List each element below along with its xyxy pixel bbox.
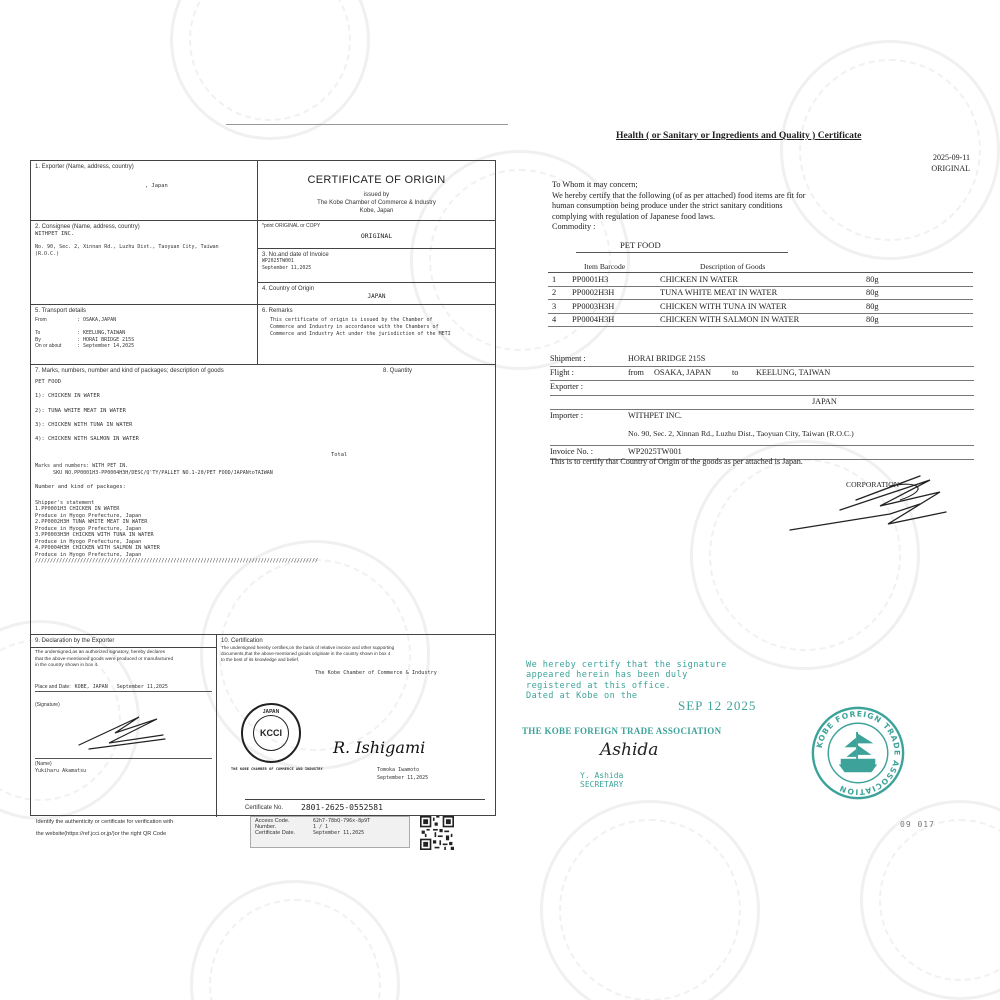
- country-box: [258, 283, 495, 305]
- access-value: 62h7-78bQ-796x-8p9T: [313, 818, 371, 824]
- exporter-value: , Japan: [145, 183, 168, 190]
- col-barcode: Item Barcode: [564, 262, 660, 273]
- goods-items: [35, 393, 491, 443]
- flight-from: OSAKA, JAPAN: [654, 368, 712, 378]
- item-barcode: PP0001H3: [564, 273, 660, 287]
- transport-box: [31, 305, 258, 365]
- item-number: 3: [548, 300, 564, 314]
- flight-label: Flight :: [550, 368, 574, 378]
- consignee-box: [31, 221, 258, 305]
- goods-box: [31, 365, 495, 635]
- transport-value: : OSAKA,JAPAN: [77, 317, 117, 324]
- qr-code[interactable]: [420, 816, 454, 850]
- place-value: KOBE, JAPAN September 11,2025: [74, 683, 168, 690]
- print-value: ORIGINAL: [360, 231, 393, 240]
- hc-commodity: Commodity :: [552, 222, 596, 231]
- country-value: JAPAN: [367, 293, 386, 301]
- officer-date: September 11,2025: [377, 775, 429, 781]
- transport-value: : September 14,2025: [77, 343, 135, 350]
- flight-to-label: to: [732, 368, 739, 378]
- item-weight: 80g: [866, 273, 973, 287]
- invoice-label: 3. No.and date of Invoice: [262, 252, 329, 258]
- transport-row: [35, 337, 253, 344]
- table-row: [548, 300, 973, 314]
- hc-intro-line: human consumption being produce under the strict sanitary conditions: [552, 201, 783, 210]
- declaration-label: 9. Declaration by the Exporter: [31, 635, 216, 648]
- coo-title: CERTIFICATE OF ORIGIN: [307, 174, 446, 186]
- hc-original: ORIGINAL: [931, 164, 970, 174]
- transport-value: : HORAI BRIDGE 215S: [77, 336, 135, 343]
- item-weight: 80g: [866, 313, 973, 327]
- item-barcode: PP0002H3H: [564, 286, 660, 300]
- corporation-label: CORPORATION: [846, 480, 900, 489]
- exporter-country: JAPAN: [812, 396, 837, 406]
- certification-chamber: The Kobe Chamber of Commerce & Industry: [315, 669, 437, 676]
- remarks-box: [258, 305, 495, 365]
- shipment-label: Shipment :: [550, 354, 586, 363]
- kcci-seal-ring: THE KOBE CHAMBER OF COMMERCE AND INDUSTRY: [231, 767, 323, 771]
- exporter-label: 1. Exporter (Name, address, country): [35, 164, 134, 170]
- goods-total: Total: [331, 451, 348, 458]
- exporter-label: Exporter :: [550, 382, 583, 392]
- importer-address: No. 90, Sec. 2, Xinnan Rd., Luzhu Dist., Taoyuan City, Taiwan (R.O.C.): [628, 428, 854, 438]
- flight-to: KEELUNG, TAIWAN: [756, 368, 831, 378]
- watermark-seal: [540, 800, 760, 1000]
- exporter-name: Yukiharu Akamatsu: [35, 768, 87, 775]
- print-label: *print ORIGINAL or COPY: [262, 223, 321, 229]
- item-number: 2: [548, 286, 564, 300]
- association-signer-name: Y. Ashida: [580, 771, 624, 780]
- hc-intro-line: We hereby certify that the following (of as per attached) food items are fit for: [552, 190, 806, 200]
- declaration-text: The undersigned,as an authorized signatory, hereby declares that the above-mentioned goods were produced or manufactured in the country shown in box 4.: [35, 650, 174, 669]
- invoice-date: September 11,2025: [262, 265, 312, 271]
- certification-box: [217, 635, 495, 817]
- hc-date: 2025-09-11: [932, 153, 970, 162]
- invoice-no: WP2025TW001: [262, 259, 294, 265]
- item-description: CHICKEN WITH SALMON IN WATER: [660, 313, 866, 327]
- place-date: [35, 684, 212, 693]
- importer-name: WITHPET INC.: [628, 410, 682, 420]
- registration-stamp: [526, 660, 727, 701]
- access-row: [255, 830, 405, 836]
- marks-numbers: Marks and numbers: WITH PET IN. SKU NO.PP0001H3-PP0004H3H/DESC/Q'TY/PALLET NO.1-20/PET FOOD/JAPANtoTAIWAN: [35, 462, 273, 476]
- transport-key: On or about: [35, 343, 62, 350]
- country-label: 4. Country of Origin: [262, 286, 315, 292]
- goods-label: 7. Marks, numbers, number and kind of packages; description of goods: [35, 368, 224, 374]
- title-box: [258, 161, 495, 221]
- item-barcode: PP0003H3H: [564, 300, 660, 314]
- item-number: 1: [548, 273, 564, 287]
- transport-row: [35, 317, 253, 324]
- watermark-seal: [190, 880, 400, 1000]
- stamp-line: We hereby certify that the signature: [526, 660, 727, 670]
- exporter-country-row: [550, 396, 974, 410]
- kcci-seal-country: JAPAN: [262, 709, 280, 715]
- invoice-label: Invoice No. :: [550, 446, 593, 456]
- invoice-box: [258, 249, 495, 283]
- seal-ring-text: KOBE FOREIGN TRADE ASSOCIATION: [814, 709, 902, 797]
- transport-value: : KEELUNG,TAIWAN: [77, 329, 126, 336]
- certificate-no-value: 2801-2625-0552581: [301, 803, 383, 812]
- verification-note: [36, 816, 173, 837]
- hc-intro-line: To Whom it may concern;: [552, 180, 638, 189]
- goods-table-header: [548, 262, 973, 273]
- issuer: The Kobe Chamber of Commerce & Industry: [317, 199, 436, 206]
- association-signer-role: SECRETARY: [580, 779, 624, 789]
- consignee-address: No. 90, Sec. 2, Xinnan Rd., Luzhu Dist., Taoyuan City, Taiwan (R.O.C.): [35, 244, 219, 258]
- signature-label: (Signature): [35, 702, 60, 709]
- table-row: [548, 286, 973, 300]
- access-value: 1 / 1: [313, 824, 329, 830]
- officer-name: Tomoka Iwamoto: [377, 767, 420, 773]
- kobe-trade-seal: [810, 705, 906, 801]
- goods-item: 3): CHICKEN WITH TUNA IN WATER: [35, 421, 133, 428]
- flight-row: [550, 367, 974, 381]
- item-description: CHICKEN WITH TUNA IN WATER: [660, 300, 866, 314]
- slash-line: //////////////////////////////////////////////////////////////////////////////////////////////: [35, 558, 318, 565]
- hc-title: Health ( or Sanitary or Ingredients and Quality ) Certificate: [616, 130, 862, 141]
- exporter-row: [550, 381, 974, 395]
- transport-row: [35, 343, 253, 350]
- col-description: Description of Goods: [660, 262, 866, 273]
- transport-key: From: [35, 317, 47, 324]
- item-description: CHICKEN IN WATER: [660, 273, 866, 287]
- issued-by: issued by: [363, 191, 390, 198]
- kcci-seal: [241, 703, 301, 763]
- table-row: [548, 313, 973, 327]
- access-value: September 11,2025: [313, 830, 365, 836]
- certificate-of-origin: [30, 160, 496, 816]
- watermark-seal: [170, 0, 370, 140]
- importer-row: [550, 410, 974, 424]
- watermark-seal: [860, 800, 1000, 1000]
- item-weight: 80g: [866, 286, 973, 300]
- name-label: (Name): [35, 761, 52, 768]
- association-signature-text: Ashida: [600, 740, 659, 760]
- consignee-name: WITHPET INC.: [35, 231, 74, 238]
- stamp-line: Dated at Kobe on the: [526, 690, 638, 701]
- kcci-seal-mark: KCCI: [253, 715, 289, 751]
- quantity-label: 8. Quantity: [383, 368, 413, 374]
- remarks-label: 6. Remarks: [262, 308, 293, 314]
- certifier-signature-text: R. Ishigami: [333, 738, 426, 758]
- issuer-city: Kobe, Japan: [359, 208, 394, 215]
- shipment-row: [550, 353, 974, 367]
- certification-text: The undersigned hereby certifies,on the basis of relative invoice and other supporting documents,that the above-mentioned goods originate in the country shown in box 4 to the best of its knowledge and belief.: [221, 645, 395, 663]
- transport-key: To: [35, 329, 41, 336]
- association-name: THE KOBE FOREIGN TRADE ASSOCIATION: [522, 726, 722, 736]
- remarks-text: This certificate of origin is issued by the Chamber of Commerce and Industry in accordance with the Chambers of Commerce and Industry Act under the jurisdiction of the METI: [270, 317, 451, 337]
- goods-item: 2): TUNA WHITE MEAT IN WATER: [35, 407, 126, 414]
- goods-item: 4): CHICKEN WITH SALMON IN WATER: [35, 436, 139, 443]
- top-rule: [226, 124, 508, 125]
- invoice-value: WP2025TW001: [628, 446, 682, 456]
- hc-intro: [552, 180, 852, 233]
- transport-rows: [35, 317, 253, 350]
- importer-address-row: [550, 424, 974, 446]
- hc-category: PET FOOD: [620, 240, 661, 250]
- access-key: Certificate Date.: [255, 830, 296, 836]
- importer-label: Importer :: [550, 410, 583, 420]
- shipper-statement: Shipper's statement 1.PP0001H3 CHICKEN IN WATER Produce in Hyogo Prefecture, Japan 2.PP0002H3H TUNA WHITE MEAT IN WATER Produce in Hyogo Prefecture, Japan 3.PP0003H3H CHICKEN WITH TUNA IN WATER Produce in Hyogo Prefecture, Japan 4.PP0004H3H CHICKEN WITH SALMON IN WATER Produce in Hyogo Prefecture, Japan: [35, 499, 160, 558]
- table-row: [548, 273, 973, 287]
- verification-line-2: the website(https://ref.jcci.or.jp/)or the right QR Code: [36, 831, 167, 837]
- print-box: [258, 221, 495, 249]
- consignee-label: 2. Consignee (Name, address, country): [35, 224, 140, 230]
- access-key: Number.: [255, 824, 277, 830]
- origin-certify-text: This is to certify that Country of Origin of the goods as per attached is Japan.: [550, 457, 803, 466]
- item-weight: 80g: [866, 300, 973, 314]
- item-number: 4: [548, 313, 564, 327]
- access-code-box: [250, 816, 410, 848]
- item-description: TUNA WHITE MEAT IN WATER: [660, 286, 866, 300]
- shipment-details: [550, 353, 974, 460]
- flight-from-label: from: [628, 368, 644, 378]
- certification-label: 10. Certification: [221, 638, 263, 644]
- stamp-date: SEP 12 2025: [678, 698, 757, 713]
- goods-category: PET FOOD: [35, 379, 61, 386]
- goods-table: [548, 262, 973, 327]
- association-signer: [580, 772, 623, 790]
- transport-label: 5. Transport details: [35, 308, 87, 314]
- exporter-signature: [69, 709, 179, 753]
- exporter-box: [31, 161, 258, 221]
- access-key: Access Code.: [255, 818, 290, 824]
- transport-key: By: [35, 336, 41, 343]
- serial-number: 09 017: [900, 820, 935, 829]
- hc-date-block: [931, 152, 970, 174]
- certifier-signature: [333, 713, 453, 759]
- packages-label: Number and kind of packages:: [35, 484, 126, 491]
- goods-item: 1): CHICKEN IN WATER: [35, 393, 100, 400]
- certificate-no-label: Certificate No.: [245, 805, 284, 812]
- transport-row: [35, 330, 253, 337]
- place-label: Place and Date:: [35, 683, 71, 690]
- stamp-line: registered at this office.: [526, 680, 671, 691]
- stamp-line: appeared herein has been duly: [526, 670, 688, 681]
- certificate-number: [245, 799, 485, 814]
- category-underline: [576, 252, 788, 253]
- corporation-signature: [770, 470, 950, 540]
- item-barcode: PP0004H3H: [564, 313, 660, 327]
- verification-line-1: Identify the authenticity or certificate for verification with: [36, 819, 174, 825]
- shipment-value: HORAI BRIDGE 215S: [628, 354, 706, 363]
- hc-intro-line: complying with regulation of Japanese food laws.: [552, 211, 716, 221]
- declaration-box: [31, 635, 217, 817]
